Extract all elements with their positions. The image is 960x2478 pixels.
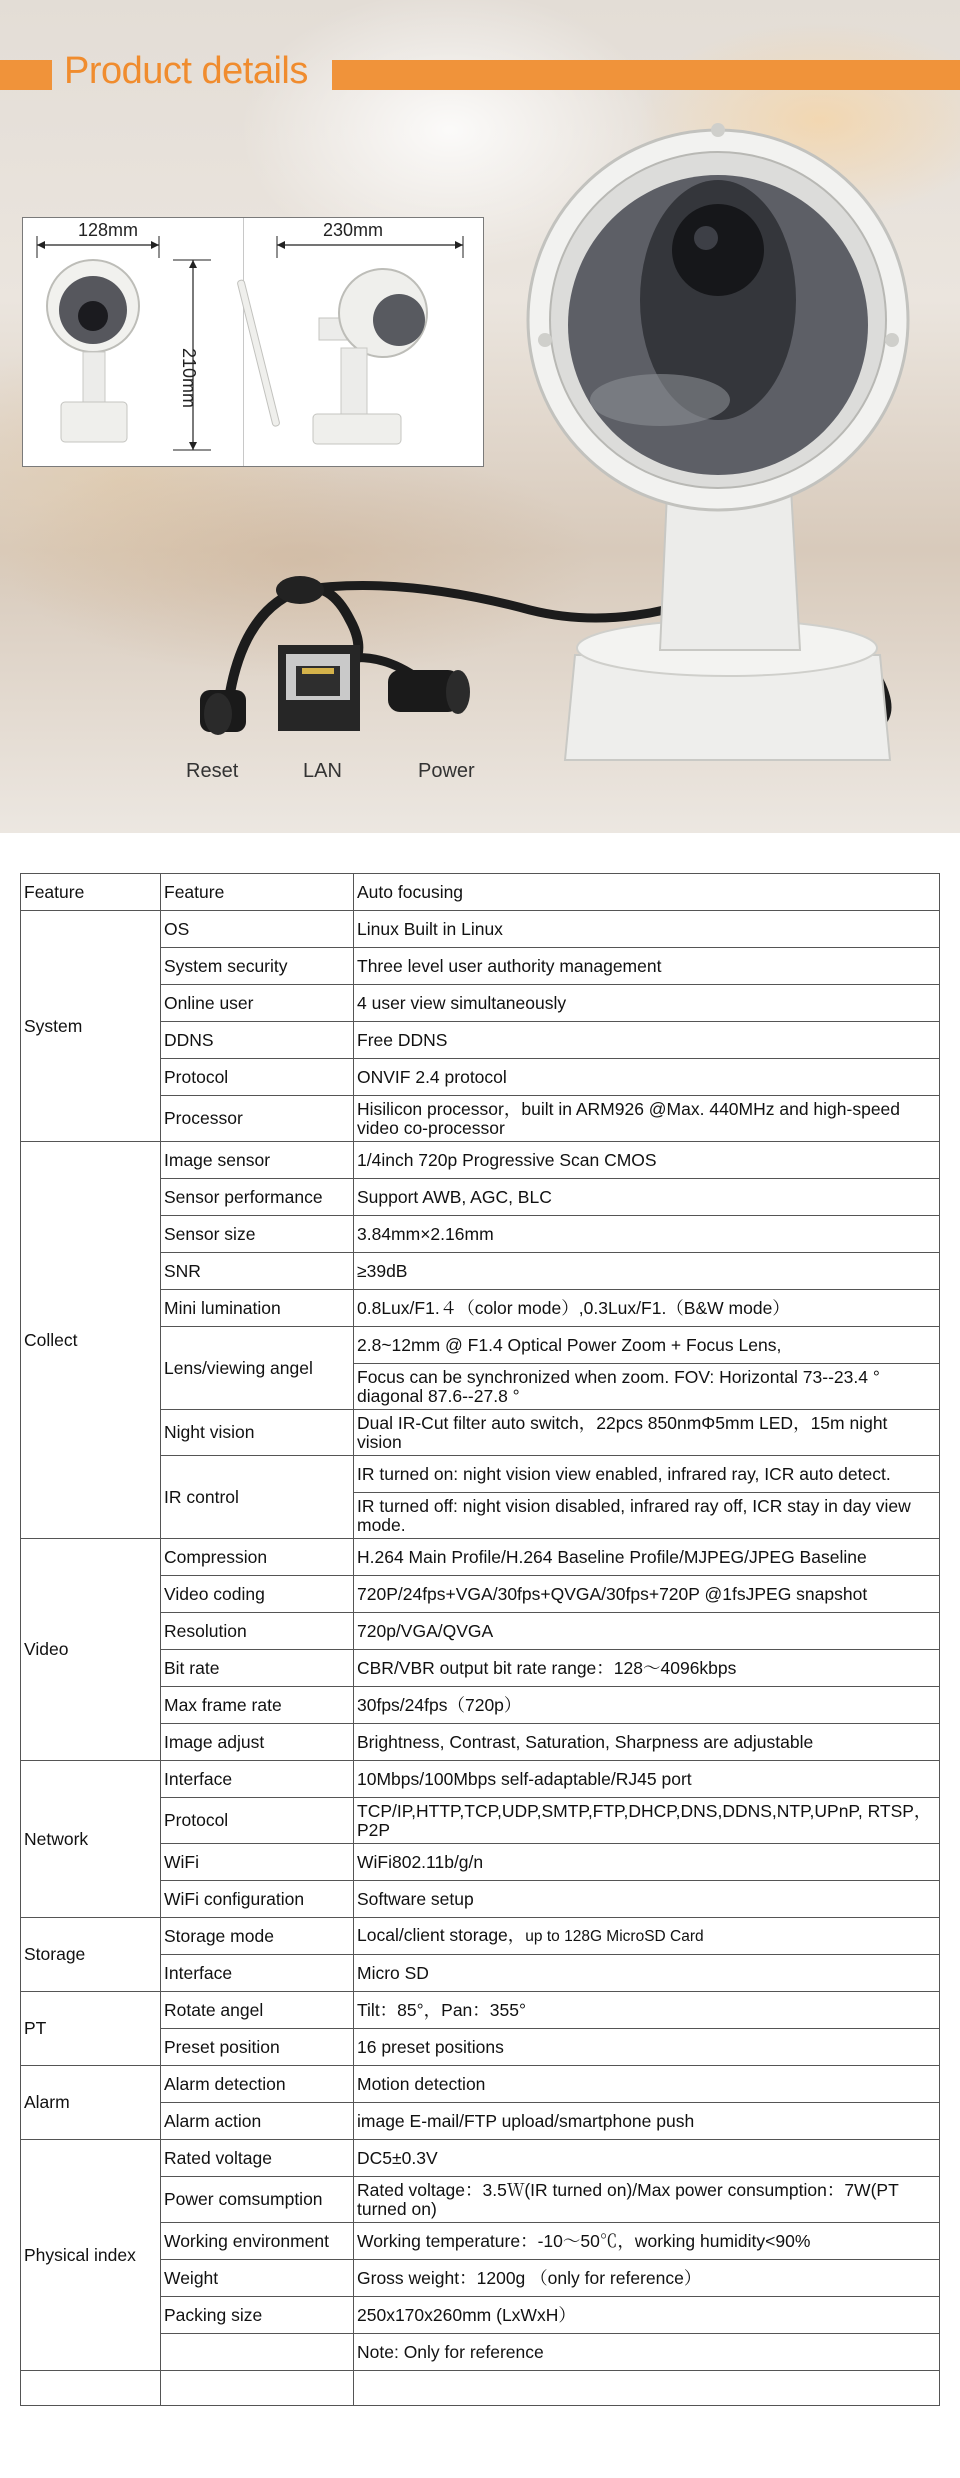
spec-value: CBR/VBR output bit rate range：128～4096kbps xyxy=(354,1650,940,1687)
spec-value: Software setup xyxy=(354,1881,940,1918)
spec-name: Compression xyxy=(161,1539,354,1576)
height-label: 210mm xyxy=(179,348,199,409)
spec-name: Rated voltage xyxy=(161,2140,354,2177)
connector-label-power: Power xyxy=(418,760,475,782)
spec-value: 720P/24fps+VGA/30fps+QVGA/30fps+720P @1fsJPEG snapshot xyxy=(354,1576,940,1613)
group-label: Physical index xyxy=(21,2140,161,2371)
table-row xyxy=(21,2140,940,2177)
spec-value: Free DDNS xyxy=(354,1022,940,1059)
spec-name: Rotate angel xyxy=(161,1992,354,2029)
spec-value: ONVIF 2.4 protocol xyxy=(354,1059,940,1096)
spec-value: IR turned off: night vision disabled, infrared ray off, ICR stay in day view mode. xyxy=(354,1493,940,1539)
spec-value: 250x170x260mm (LxWxH） xyxy=(354,2297,940,2334)
table-header-row xyxy=(21,874,940,911)
spec-value: Working temperature：-10～50℃，working humidity<90% xyxy=(354,2223,940,2260)
spec-name: Alarm action xyxy=(161,2103,354,2140)
spec-value: Motion detection xyxy=(354,2066,940,2103)
spec-name: WiFi configuration xyxy=(161,1881,354,1918)
table-row-empty xyxy=(21,2371,940,2406)
spec-value: 16 preset positions xyxy=(354,2029,940,2066)
table-row xyxy=(21,2066,940,2103)
spec-value: Brightness, Contrast, Saturation, Sharpness are adjustable xyxy=(354,1724,940,1761)
spec-value: 30fps/24fps（720p） xyxy=(354,1687,940,1724)
spec-value: Dual IR-Cut filter auto switch，22pcs 850nmΦ5mm LED，15m night vision xyxy=(354,1410,940,1456)
spec-value: Three level user authority management xyxy=(354,948,940,985)
group-label: Video xyxy=(21,1539,161,1761)
spec-value: Linux Built in Linux xyxy=(354,911,940,948)
spec-name: Mini lumination xyxy=(161,1290,354,1327)
table-row xyxy=(21,1992,940,2029)
spec-name: Video coding xyxy=(161,1576,354,1613)
spec-value: Focus can be synchronized when zoom. FOV: Horizontal 73--23.4 ° diagonal 87.6--27.8 ° xyxy=(354,1364,940,1410)
spec-value: DC5±0.3V xyxy=(354,2140,940,2177)
spec-name: Image adjust xyxy=(161,1724,354,1761)
empty-cell xyxy=(354,2371,940,2406)
spec-value: WiFi802.11b/g/n xyxy=(354,1844,940,1881)
group-label: System xyxy=(21,911,161,1142)
spec-value: 720p/VGA/QVGA xyxy=(354,1613,940,1650)
spec-name: OS xyxy=(161,911,354,948)
spec-name: Bit rate xyxy=(161,1650,354,1687)
table-row xyxy=(21,1539,940,1576)
spec-name: Sensor performance xyxy=(161,1179,354,1216)
group-label: Network xyxy=(21,1761,161,1918)
spec-value xyxy=(354,1918,940,1955)
spec-name: System security xyxy=(161,948,354,985)
spec-value: Micro SD xyxy=(354,1955,940,1992)
table-header-cell: Feature xyxy=(21,874,161,911)
spec-name: IR control xyxy=(161,1456,354,1539)
spec-value: IR turned on: night vision view enabled, infrared ray, ICR auto detect. xyxy=(354,1456,940,1493)
table-header-cell: Feature xyxy=(161,874,354,911)
spec-value: Note: Only for reference xyxy=(354,2334,940,2371)
spec-name: Protocol xyxy=(161,1798,354,1844)
spec-name: Processor xyxy=(161,1096,354,1142)
spec-name: Interface xyxy=(161,1761,354,1798)
group-label: Storage xyxy=(21,1918,161,1992)
spec-name: Alarm detection xyxy=(161,2066,354,2103)
spec-name: WiFi xyxy=(161,1844,354,1881)
spec-table xyxy=(20,873,940,2406)
spec-name: Power comsumption xyxy=(161,2177,354,2223)
connector-label-reset: Reset xyxy=(186,760,239,782)
spec-name: Resolution xyxy=(161,1613,354,1650)
table-row xyxy=(21,1761,940,1798)
table-row xyxy=(21,1918,940,1955)
spec-value: 4 user view simultaneously xyxy=(354,985,940,1022)
spec-value: H.264 Main Profile/H.264 Baseline Profile/MJPEG/JPEG Baseline xyxy=(354,1539,940,1576)
spec-value: 10Mbps/100Mbps self-adaptable/RJ45 port xyxy=(354,1761,940,1798)
spec-value: 1/4inch 720p Progressive Scan CMOS xyxy=(354,1142,940,1179)
spec-name: Sensor size xyxy=(161,1216,354,1253)
table-row xyxy=(21,1142,940,1179)
spec-name: SNR xyxy=(161,1253,354,1290)
spec-name: Interface xyxy=(161,1955,354,1992)
spec-value: 0.8Lux/F1.４（color mode）,0.3Lux/F1.（B&W mode） xyxy=(354,1290,940,1327)
spec-name: Max frame rate xyxy=(161,1687,354,1724)
spec-name: Storage mode xyxy=(161,1918,354,1955)
spec-name: Working environment xyxy=(161,2223,354,2260)
spec-value: Hisilicon processor，built in ARM926 @Max. 440MHz and high-speed video co-processor xyxy=(354,1096,940,1142)
product-hero-image xyxy=(0,0,960,833)
side-width-label: 230mm xyxy=(323,220,384,240)
front-width-label: 128mm xyxy=(78,220,139,240)
empty-cell xyxy=(161,2371,354,2406)
spec-name: Preset position xyxy=(161,2029,354,2066)
spec-value: 2.8~12mm @ F1.4 Optical Power Zoom + Focus Lens, xyxy=(354,1327,940,1364)
group-label: Alarm xyxy=(21,2066,161,2140)
spec-value: Tilt：85°，Pan：355° xyxy=(354,1992,940,2029)
table-row xyxy=(21,911,940,948)
spec-name: Protocol xyxy=(161,1059,354,1096)
spec-name: Weight xyxy=(161,2260,354,2297)
spec-value: image E-mail/FTP upload/smartphone push xyxy=(354,2103,940,2140)
spec-value: Gross weight：1200g （only for reference） xyxy=(354,2260,940,2297)
group-label: PT xyxy=(21,1992,161,2066)
table-header-cell: Auto focusing xyxy=(354,874,940,911)
spec-value: ≥39dB xyxy=(354,1253,940,1290)
spec-name: Night vision xyxy=(161,1410,354,1456)
spec-name: Lens/viewing angel xyxy=(161,1327,354,1410)
spec-name: Image sensor xyxy=(161,1142,354,1179)
connector-label-lan: LAN xyxy=(303,760,342,782)
spec-value: Rated voltage：3.5Ｗ(IR turned on)/Max power consumption：7W(PT turned on) xyxy=(354,2177,940,2223)
spec-name: Packing size xyxy=(161,2297,354,2334)
spec-name: Online user xyxy=(161,985,354,1022)
storage-mode-note: up to 128G MicroSD Card xyxy=(525,1928,704,1945)
page-title: Product details xyxy=(64,50,308,92)
camera-illustration xyxy=(0,0,960,833)
spec-value: TCP/IP,HTTP,TCP,UDP,SMTP,FTP,DHCP,DNS,DDNS,NTP,UPnP, RTSP，P2P xyxy=(354,1798,940,1844)
storage-mode-text: Local/client storage， xyxy=(357,1925,526,1945)
empty-cell xyxy=(21,2371,161,2406)
spec-value: 3.84mm×2.16mm xyxy=(354,1216,940,1253)
spec-name xyxy=(161,2334,354,2371)
spec-name: DDNS xyxy=(161,1022,354,1059)
spec-value: Support AWB, AGC, BLC xyxy=(354,1179,940,1216)
group-label: Collect xyxy=(21,1142,161,1539)
